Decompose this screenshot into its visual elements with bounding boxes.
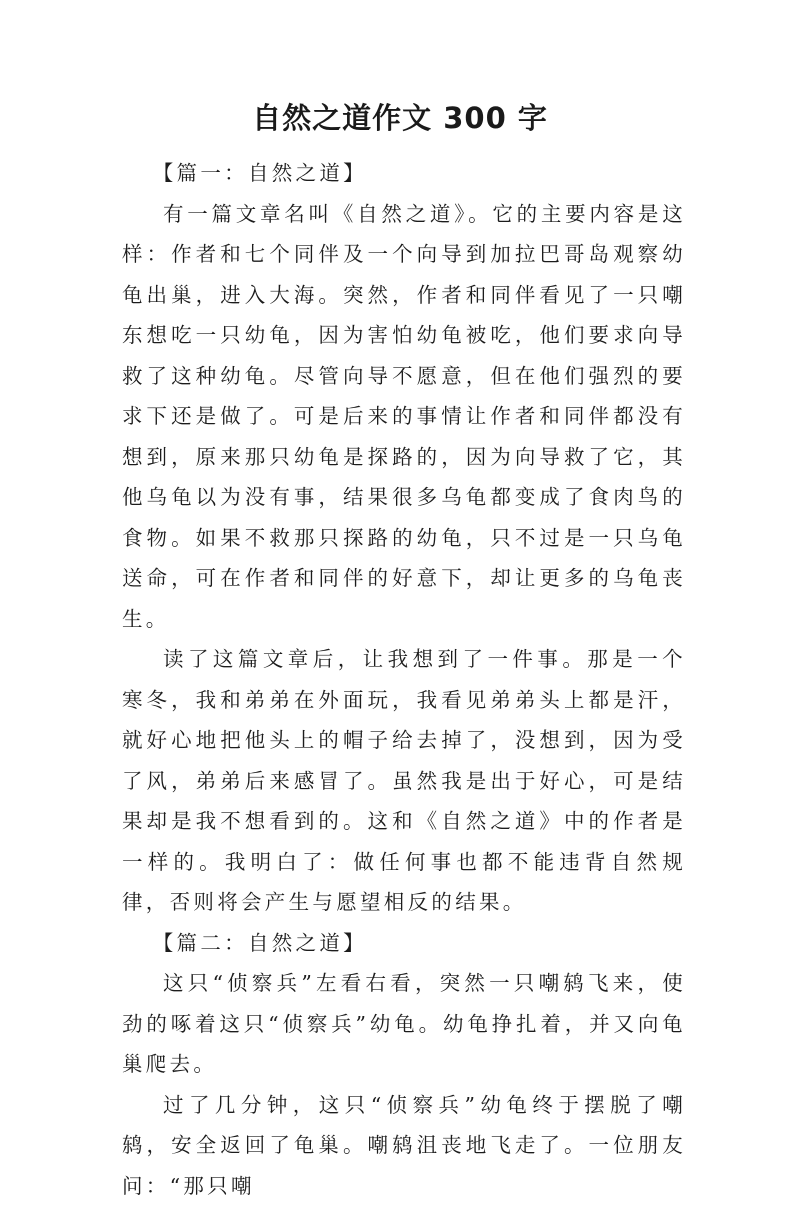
- document-body: [122, 153, 686, 1206]
- paragraph: 过了几分钟，这只“侦察兵”幼龟终于摆脱了嘲鸫，安全返回了龟巢。嘲鸫沮丧地飞走了。一位朋友问：“那只嘲: [122, 1085, 686, 1206]
- paragraph: 读了这篇文章后，让我想到了一件事。那是一个寒冬，我和弟弟在外面玩，我看见弟弟头上都是汗，就好心地把他头上的帽子给去掉了，没想到，因为受了风，弟弟后来感冒了。虽然我是出于好心，可是结果却是我不想看到的。这和《自然之道》中的作者是一样的。我明白了：做任何事也都不能违背自然规律，否则将会产生与愿望相反的结果。: [122, 639, 686, 923]
- section-heading: 【篇二：自然之道】: [122, 923, 686, 964]
- section-heading: 【篇一：自然之道】: [122, 153, 686, 194]
- paragraph: 有一篇文章名叫《自然之道》。它的主要内容是这样：作者和七个同伴及一个向导到加拉巴哥岛观察幼龟出巢，进入大海。突然，作者和同伴看见了一只嘲东想吃一只幼龟，因为害怕幼龟被吃，他们要求向导救了这种幼龟。尽管向导不愿意，但在他们强烈的要求下还是做了。可是后来的事情让作者和同伴都没有想到，原来那只幼龟是探路的，因为向导救了它，其他乌龟以为没有事，结果很多乌龟都变成了食肉鸟的食物。如果不救那只探路的幼龟，只不过是一只乌龟送命，可在作者和同伴的好意下，却让更多的乌龟丧生。: [122, 194, 686, 640]
- paragraph: 这只“侦察兵”左看右看，突然一只嘲鸫飞来，使劲的啄着这只“侦察兵”幼龟。幼龟挣扎着，并又向龟巢爬去。: [122, 963, 686, 1085]
- document-title: 自然之道作文 300 字: [0, 96, 800, 140]
